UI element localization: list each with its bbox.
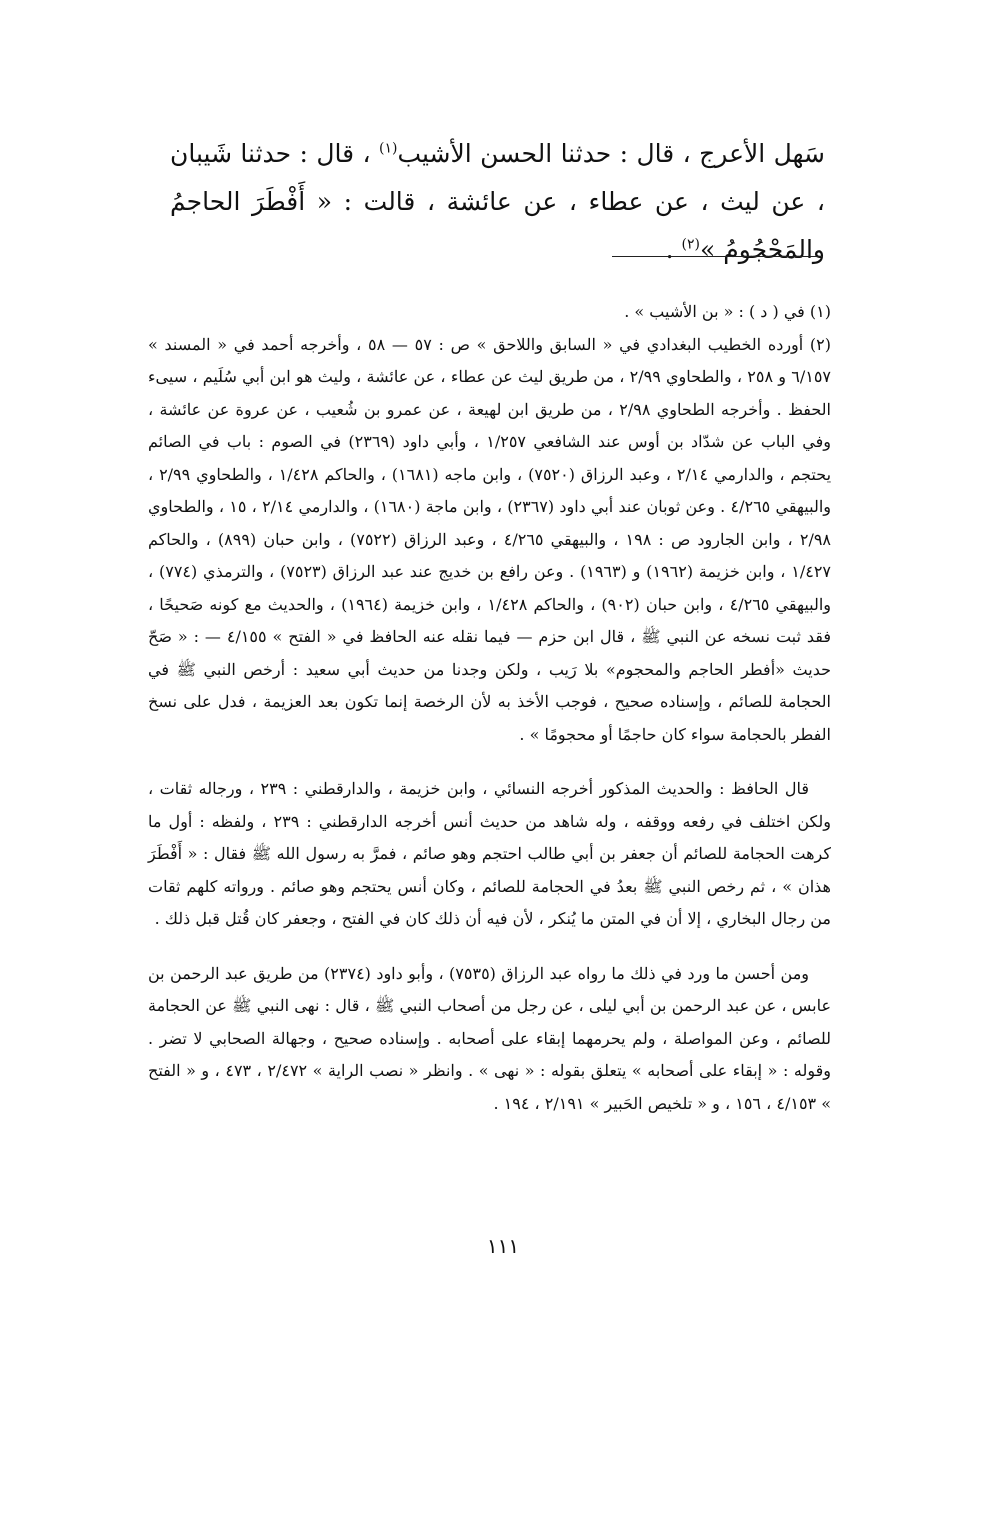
footnote-2: (٢) أورده الخطيب البغدادي في « السابق واللاحق » ص : ٥٧ — ٥٨ ، وأخرجه أحمد في « المسند » ٦/١٥٧ و ٢٥٨ ، والطحاوي ٢/٩٩ ، من طريق ليث عن عطاء ، عن عائشة ، وليث هو ابن أبي سُلَيم ، سيىء الحفظ . وأخرجه الطحاوي ٢/٩٨ ، من طريق ابن لهيعة ، عن عمرو بن شُعيب ، عن عروة عن عائشة ، وفي الباب عن شدّاد بن أوس عند الشافعي ١/٢٥٧ ، وأبي داود (٢٣٦٩) في الصوم : باب في الصائم يحتجم ، والدارمي ٢/١٤ ، وعبد الرزاق (٧٥٢٠) ، وابن ماجه (١٦٨١) ، والحاكم ١/٤٢٨ ، والطحاوي ٢/٩٩ ، والبيهقي ٤/٢٦٥ . وعن ثوبان عند أبي داود (٢٣٦٧) ، وابن ماجة (١٦٨٠) ، والدارمي ٢/١٤ ، ١٥ ، والطحاوي ٢/٩٨ ، وابن الجارود ص : ١٩٨ ، والبيهقي ٤/٢٦٥ ، وعبد الرزاق (٧٥٢٢) ، وابن حبان (٨٩٩) ، والحاكم ١/٤٢٧ ، وابن خزيمة (١٩٦٢) و (١٩٦٣) . وعن رافع بن خديج عند عبد الرزاق (٧٥٢٣) ، والترمذي (٧٧٤) ، والبيهقي ٤/٢٦٥ ، وابن حبان (٩٠٢) ، والحاكم ١/٤٢٨ ، وابن خزيمة (١٩٦٤) ، والحديث مع كونه صَحيحًا ، فقد ثبت نسخه عن النبي ﷺ ، قال ابن حزم — فيما نقله عنه الحافظ في « الفتح » ٤/١٥٥ — : « صَحّ حديث «أفطر الحاجم والمحجوم» بلا رَيب ، ولكن وجدنا من حديث أبي سعيد : أرخص النبي ﷺ في الحجامة للصائم ، وإسناده صحيح ، فوجب الأخذ به لأن الرخصة إنما تكون بعد العزيمة ، فدل على نسخ الفطر بالحجامة سواء كان حاجمًا أو محجومًا » . [148,334,832,744]
footnote-ref-2: (٢) [681,236,700,253]
footnote-separator [612,256,822,257]
main-text-part-2: ، قال : حدثنا شَيبان ، عن ليث ، عن عطاء ، عن عائشة ، قالت : « أَفْطَرَ الحاجمُ والمَحْجُومُ » [170,139,825,264]
main-text-end: . [665,235,682,264]
footnote-ref-1: (١) [379,140,398,157]
footnote-2-continued: قال الحافظ : والحديث المذكور أخرجه النسائي ، وابن خزيمة ، والدارقطني : ٢٣٩ ، ورجاله ثقات ، ولكن اختلف في رفعه ووقفه ، وله شاهد من حديث أنس أخرجه الدارقطني : ٢٣٩ ، ولفظه : أول ما كرهت الحجامة للصائم أن جعفر بن أبي طالب احتجم وهو صائم ، فمرَّ به رسول الله ﷺ فقال : « أَفْطَرَ هذان » ، ثم رخص النبي ﷺ بعدُ في الحجامة للصائم ، وكان أنس يحتجم وهو صائم . ورواته كلهم ثقات من رجال البخاري ، إلا أن في المتن ما يُنكر ، لأن فيه أن ذلك كان في الفتح ، وجعفر كان قُتل قبل ذلك . [148,779,831,928]
main-text-part-1: سَهل الأعرج ، قال : حدثنا الحسن الأشيب [397,139,826,168]
main-text [170,130,825,274]
footnotes [148,296,831,1120]
page-number: ١١١ [486,1234,520,1258]
main-paragraph [170,130,825,274]
footnote-2-continued-2: ومن أحسن ما ورد في ذلك ما رواه عبد الرزاق (٧٥٣٥) ، وأبو داود (٢٣٧٤) من طريق عبد الرحمن بن عابس ، عن عبد الرحمن بن أبي ليلى ، عن رجل من أصحاب النبي ﷺ ، قال : نهى النبي ﷺ عن الحجامة للصائم ، وعن المواصلة ، ولم يحرمهما إبقاء على أصحابه . وإسناده صحيح ، وجهالة الصحابي لا تضر . وقوله : « إبقاء على أصحابه » يتعلق بقوله : « نهى » . وانظر « نصب الراية » ٢/٤٧٢ ، ٤٧٣ ، و « الفتح » ٤/١٥٣ ، ١٥٦ ، و « تلخيص الحَبير » ٢/١٩١ ، ١٩٤ . [148,963,831,1113]
footnote-1: (١) في ( د ) : « بن الأشيب » . [624,302,831,321]
